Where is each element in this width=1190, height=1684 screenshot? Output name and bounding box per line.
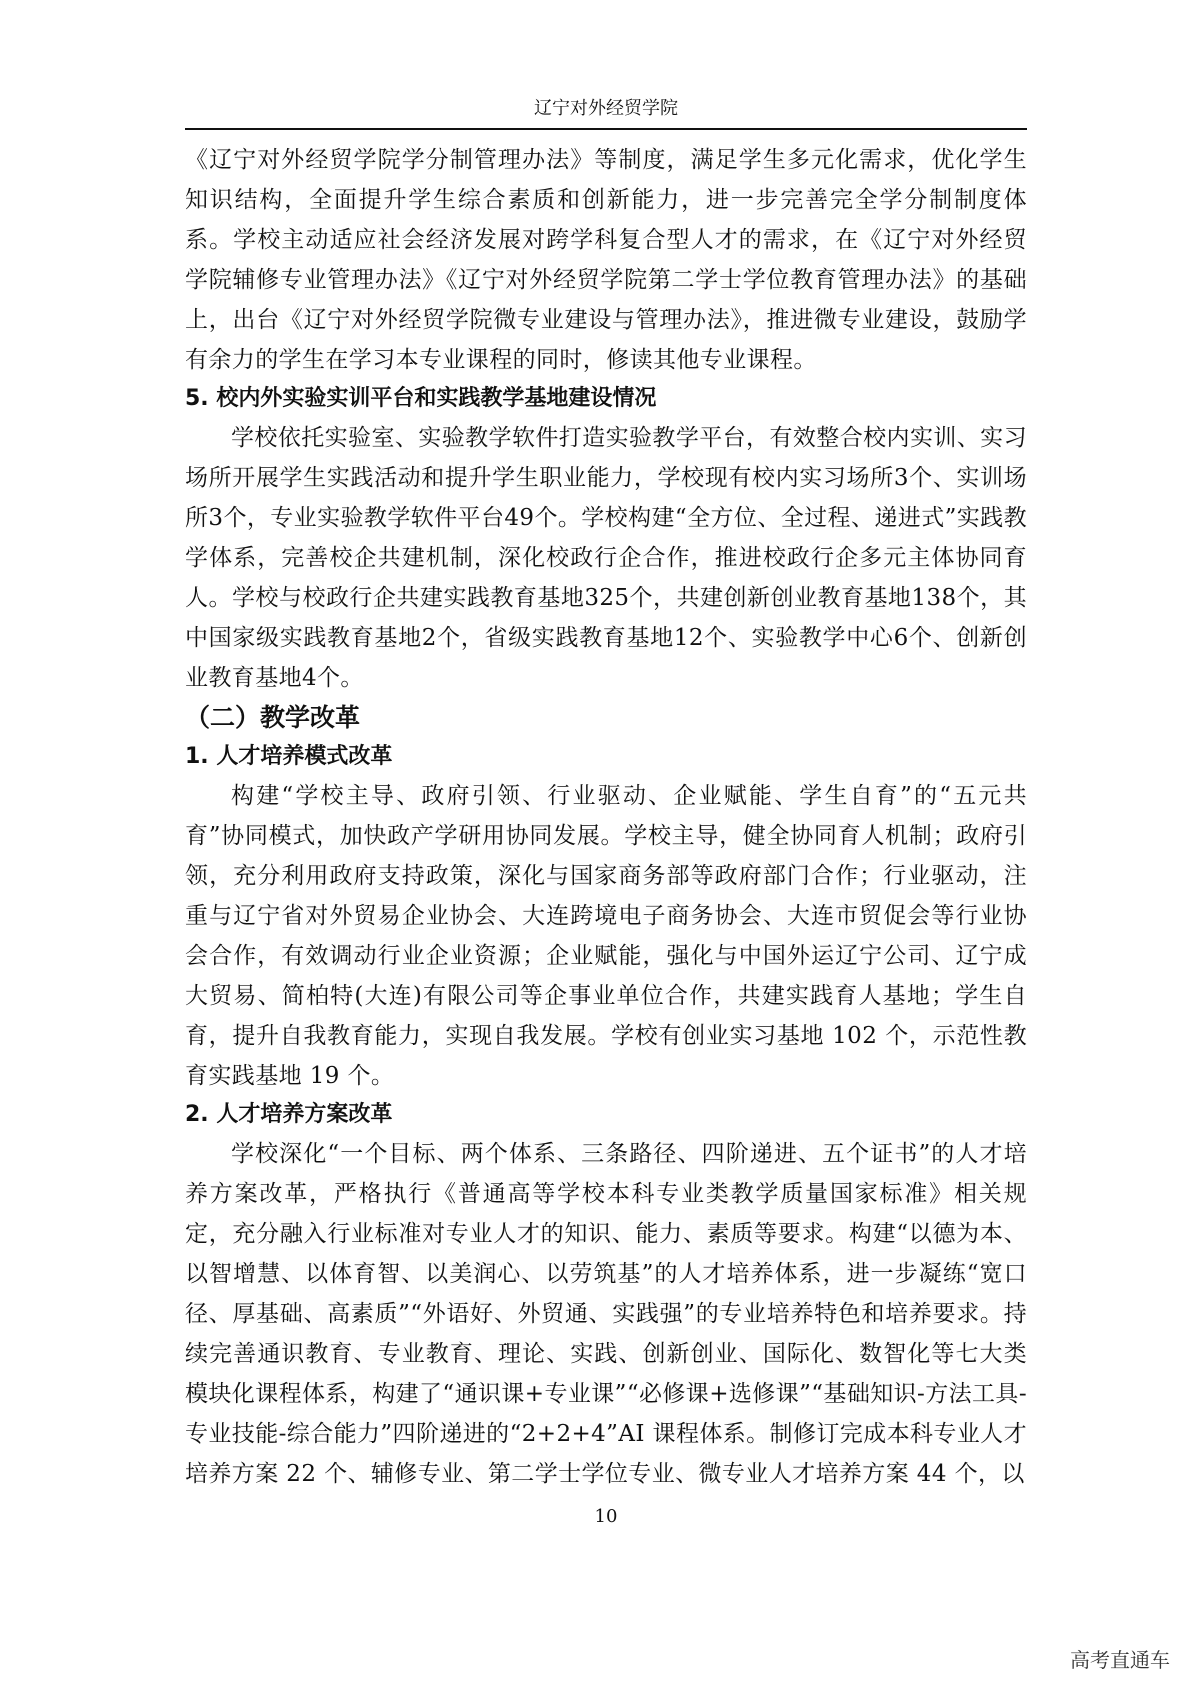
page-number: 10: [594, 1506, 618, 1527]
header-divider: [185, 128, 1027, 130]
document-body: [185, 140, 1027, 1494]
paragraph-training-plan-reform: 学校深化“一个目标、两个体系、三条路径、四阶递进、五个证书”的人才培养方案改革，严格执行《普通高等学校本科专业类教学质量国家标准》相关规定，充分融入行业标准对专业人才的知识、能力、素质等要求。构建“以德为本、以智增慧、以体育智、以美润心、以劳筑基”的人才培养体系，进一步凝练“宽口径、厚基础、高素质”“外语好、外贸通、实践强”的专业培养特色和培养要求。持续完善通识教育、专业教育、理论、实践、创新创业、国际化、数智化等七大类模块化课程体系，构建了“通识课+专业课”“必修课+选修课”“基础知识-方法工具-专业技能-综合能力”四阶递进的“2+2+4”AI 课程体系。制修订完成本科专业人才培养方案 22 个、辅修专业、第二学士学位专业、微专业人才培养方案 44 个，以: [185, 1141, 1027, 1487]
paragraph-credit-system: 《辽宁对外经贸学院学分制管理办法》等制度，满足学生多元化需求，优化学生知识结构，全面提升学生综合素质和创新能力，进一步完善完全学分制制度体系。学校主动适应社会经济发展对跨学科复合型人才的需求，在《辽宁对外经贸学院辅修专业管理办法》《辽宁对外经贸学院第二学士学位教育管理办法》的基础上，出台《辽宁对外经贸学院微专业建设与管理办法》，推进微专业建设，鼓励学有余力的学生在学习本专业课程的同时，修读其他专业课程。: [185, 147, 1027, 373]
subheading-training-plan-reform: 2. 人才培养方案改革: [185, 1102, 393, 1127]
paragraph-practice-platforms: 学校依托实验室、实验教学软件打造实验教学平台，有效整合校内实训、实习场所开展学生实践活动和提升学生职业能力，学校现有校内实习场所3个、实训场所3个，专业实验教学软件平台49个。学校构建“全方位、全过程、递进式”实践教学体系，完善校企共建机制，深化校政行企合作，推进校政行企多元主体协同育人。学校与校政行企共建实践教育基地325个，共建创新创业教育基地138个，其中国家级实践教育基地2个，省级实践教育基地12个、实验教学中心6个、创新创业教育基地4个。: [185, 425, 1027, 691]
paragraph-training-model-reform: 构建“学校主导、政府引领、行业驱动、企业赋能、学生自育”的“五元共育”协同模式，加快政产学研用协同发展。学校主导，健全协同育人机制；政府引领，充分利用政府支持政策，深化与国家商务部等政府部门合作；行业驱动，注重与辽宁省对外贸易企业协会、大连跨境电子商务协会、大连市贸促会等行业协会合作，有效调动行业企业资源；企业赋能，强化与中国外运辽宁公司、辽宁成大贸易、简柏特(大连)有限公司等企事业单位合作，共建实践育人基地；学生自育，提升自我教育能力，实现自我发展。学校有创业实习基地 102 个，示范性教育实践基地 19 个。: [185, 783, 1027, 1089]
section-heading-teaching-reform: （二）教学改革: [185, 703, 361, 732]
subheading-training-model-reform: 1. 人才培养模式改革: [185, 744, 393, 769]
page-header: 辽宁对外经贸学院: [534, 98, 678, 119]
subheading-practice-platforms: 5. 校内外实验实训平台和实践教学基地建设情况: [185, 386, 657, 411]
watermark-text: 高考直通车: [1070, 1648, 1170, 1672]
